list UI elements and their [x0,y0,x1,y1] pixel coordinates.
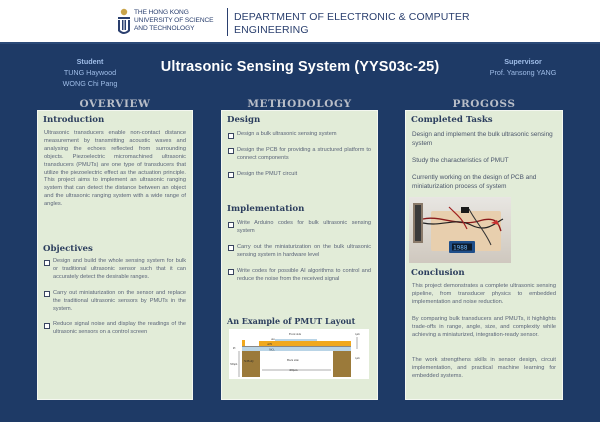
svg-text:AlN: AlN [267,342,273,346]
supervisor-name: Prof. Yansong YANG [489,68,557,77]
introduction-title: Introduction [43,115,105,125]
completed-task: Design and implement the bulk ultrasonic sensing system [412,131,553,147]
conclusion-paragraph: This project demonstrates a complete ultrasonic sensing pipeline, from transducer physics to embedded implementation and noise reduction. [412,283,556,305]
objective-item: Design and build the whole sensing system for bulk or traditional ultrasonic sensor such that it can accurately detect the desirable ranges. [44,258,186,282]
design-title: Design [227,115,261,125]
implementation-item: Write Arduino codes for bulk ultrasonic sensing system [228,220,371,236]
student-name-2: WONG Chi Pang [62,79,118,88]
implementation-title: Implementation [227,204,305,214]
student-label: Student [76,57,104,66]
overview-panel [37,110,193,400]
university-line-1: THE HONG KONG [134,9,189,16]
pmut-layout-title: An Example of PMUT Layout [227,316,356,326]
svg-text:Si Body: Si Body [244,359,254,363]
conclusion-paragraph: The work strengthens skills in sensor design, circuit implementation, and practical machine learning for embedded systems. [412,357,556,379]
student-name-1: TUNG Haywood [63,68,117,77]
svg-text:400μm: 400μm [289,368,298,372]
svg-text:Pt: Pt [233,346,236,350]
department-name [234,11,470,36]
university-line-2: UNIVERSITY OF SCIENCE [134,17,214,25]
department-line-2: ENGINEERING [234,23,309,36]
supervisor-label: Supervisor [504,57,542,66]
svg-text:Back side: Back side [287,358,299,362]
svg-text:1μm: 1μm [355,333,360,336]
poster-title: Ultrasonic Sensing System (YYS03c-25) [160,59,440,75]
conclusion-paragraph: By comparing bulk transducers and PMUTs, it highlights trade-offs in range, angle, size, and complexity while achieving a miniaturized, integration-ready sensor. [412,316,556,338]
department-line-1: DEPARTMENT OF ELECTRONIC & COMPUTER [234,11,470,23]
objective-item: Carry out miniaturization on the sensor and replace the traditional ultrasonic sensors by PMUTs in the system. [44,290,186,314]
svg-text:Au: Au [271,337,275,341]
objectives-title: Objectives [43,244,93,254]
university-name [134,9,213,34]
introduction-text: Ultrasonic transducers enable non-contact distance measurement by transmitting acoustic waves and analysing the echoes reflected from surrounding objects. Piezoelectric micromachined ultrasonic transducers (PMUTs) are one type of transducers that utilize the piezoelectric effect as the actuation principle. This project aims to implement an ultrasonic ranging system that can detect the distance between an object and the ultrasonic ranging system with a wide range of angles. [44,130,186,208]
implementation-item: Carry out the miniaturization on the bulk ultrasonic sensing system in hardware level [228,244,371,260]
design-item: Design the PMUT circuit [228,171,371,179]
completed-tasks-title: Completed Tasks [411,115,493,125]
methodology-heading: METHODOLOGY [247,98,352,110]
hkust-logo-icon [117,8,131,36]
progress-panel [405,110,563,400]
design-item: Design a bulk ultrasonic sensing system [228,131,371,139]
design-item: Design the PCB for providing a structured platform to connect components [228,147,371,163]
pmut-layout-diagram [229,329,369,379]
design-list [228,131,371,179]
pmut-cross-section-icon [229,329,369,379]
overview-heading: OVERVIEW [79,98,151,110]
prototype-board-icon [409,197,511,263]
supervisor-info [478,56,568,78]
university-line-3: AND TECHNOLOGY [134,25,195,33]
header-divider [227,8,228,36]
objective-item: Reduce signal noise and display the readings of the ultrasonic sensors on a control screen [44,321,186,337]
svg-text:1988: 1988 [453,244,468,252]
methodology-panel [221,110,378,400]
svg-text:500μm: 500μm [230,363,238,366]
completed-task: Study the characteristics of PMUT [412,157,509,164]
prototype-photo [409,197,511,263]
svg-text:1μm: 1μm [355,357,360,360]
header-bar [0,0,600,44]
progress-heading: PROGOSS [452,98,516,110]
svg-text:SiO₂: SiO₂ [269,347,275,352]
implementation-list [228,220,371,283]
implementation-item: Write codes for possible AI algorithms to control and reduce the noise from the received signal [228,268,371,284]
student-info [50,56,130,89]
objectives-list [44,258,186,337]
conclusion-title: Conclusion [411,268,465,278]
completed-task: Currently working on the design of PCB and miniaturization process of system [412,174,537,190]
svg-text:Front side: Front side [289,332,302,336]
